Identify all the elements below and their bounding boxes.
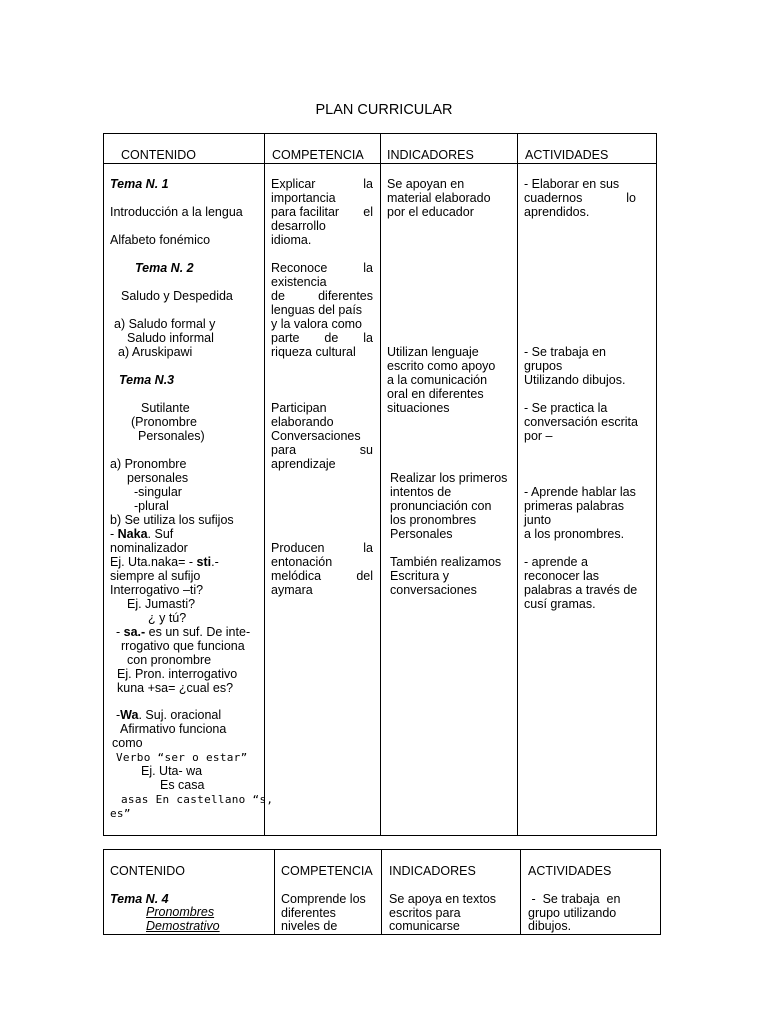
word: Producen: [271, 541, 325, 555]
word: de: [324, 331, 339, 345]
header-competencia: COMPETENCIA: [281, 864, 373, 878]
indicadores-text: los pronombres: [390, 513, 477, 527]
column-divider: [380, 133, 381, 836]
contenido-text: rrogativo que funciona: [121, 639, 245, 653]
header-indicadores: INDICADORES: [387, 148, 474, 162]
suffix-sa: sa.-: [123, 625, 146, 639]
word: Reconoce: [271, 261, 328, 275]
competencia-text: elaborando: [271, 415, 334, 429]
indicadores-text: oral en diferentes: [387, 387, 484, 401]
competencia-text: Conversaciones: [271, 429, 361, 443]
competencia-text: [271, 261, 373, 275]
indicadores-text: Realizar los primeros: [390, 471, 508, 485]
contenido-text: es”: [110, 807, 131, 820]
contenido-text: Ej. Jumasti?: [127, 597, 196, 611]
indicadores-text: Utilizan lenguaje: [387, 345, 479, 359]
competencia-text: Participan: [271, 401, 327, 415]
contenido-text: personales: [127, 471, 189, 485]
contenido-text: Afirmativo funciona: [120, 722, 227, 736]
actividades-text: por –: [524, 429, 553, 443]
actividades-text: - Se practica la: [524, 401, 608, 415]
competencia-text: idioma.: [271, 233, 312, 247]
word: para: [271, 443, 297, 457]
word: lo: [626, 191, 636, 205]
document-title: PLAN CURRICULAR: [315, 102, 453, 118]
contenido-text: Interrogativo –ti?: [110, 583, 204, 597]
header-actividades: ACTIVIDADES: [528, 864, 612, 878]
competencia-text: lenguas del país: [271, 303, 363, 317]
tema-2-heading: Tema N. 2: [135, 261, 194, 275]
contenido-text: Sutilante: [141, 401, 190, 415]
competencia-text: [271, 177, 373, 191]
word: el: [363, 205, 373, 219]
contenido-text: . Suf: [147, 527, 174, 541]
competencia-text: existencia: [271, 275, 327, 289]
contenido-text: es un suf. De inte-: [145, 625, 251, 639]
contenido-text: -singular: [134, 485, 182, 499]
contenido-text: con pronombre: [127, 653, 212, 667]
actividades-text: - Elaborar en sus: [524, 177, 620, 191]
word: la: [363, 261, 373, 275]
actividades-text: Utilizando dibujos.: [524, 373, 626, 387]
competencia-text: diferentes: [281, 906, 336, 920]
header-competencia: COMPETENCIA: [272, 148, 364, 162]
indicadores-text: escrito como apoyo: [387, 359, 496, 373]
contenido-text: Saludo y Despedida: [121, 289, 233, 303]
actividades-text: [524, 191, 636, 205]
competencia-text: [271, 443, 373, 457]
competencia-text: importancia: [271, 191, 336, 205]
competencia-text: desarrollo: [271, 219, 326, 233]
dash: -: [116, 708, 121, 722]
indicadores-text: Se apoya en textos: [389, 892, 497, 906]
actividades-text: cusí gramas.: [524, 597, 596, 611]
word: la: [363, 331, 373, 345]
word: para facilitar: [271, 205, 340, 219]
competencia-text: [271, 289, 373, 303]
contenido-text: [116, 625, 250, 639]
column-divider: [381, 849, 382, 935]
indicadores-text: situaciones: [387, 401, 450, 415]
header-actividades: ACTIVIDADES: [525, 148, 609, 162]
contenido-text: -plural: [134, 499, 169, 513]
actividades-text: primeras palabras: [524, 499, 625, 513]
indicadores-text: comunicarse: [389, 919, 460, 933]
contenido-text: a) Aruskipawi: [118, 345, 193, 359]
contenido-text: Saludo informal: [127, 331, 214, 345]
contenido-text: Introducción a la lengua: [110, 205, 243, 219]
tema-3-heading: Tema N.3: [119, 373, 175, 387]
word: Explicar: [271, 177, 316, 191]
actividades-text: - aprende a: [524, 555, 588, 569]
competencia-text: aprendizaje: [271, 457, 336, 471]
tema-4-heading: Tema N. 4: [110, 892, 169, 906]
contenido-text: Alfabeto fonémico: [110, 233, 211, 247]
contenido-text: siempre al sufijo: [110, 569, 201, 583]
contenido-text: ¿ y tú?: [148, 611, 187, 625]
competencia-text: y la valora como: [271, 317, 363, 331]
header-divider: [103, 163, 657, 164]
dash: -: [110, 527, 118, 541]
header-contenido: CONTENIDO: [121, 148, 196, 162]
contenido-text: asas En castellano “s,: [121, 793, 274, 806]
competencia-text: Comprende los: [281, 892, 366, 906]
indicadores-text: a la comunicación: [387, 373, 488, 387]
actividades-text: palabras a través de: [524, 583, 638, 597]
indicadores-text: También realizamos: [390, 555, 502, 569]
header-indicadores: INDICADORES: [389, 864, 476, 878]
contenido-text: b) Se utiliza los sufijos: [110, 513, 234, 527]
contenido-text: como: [112, 736, 143, 750]
competencia-text: aymara: [271, 583, 313, 597]
competencia-text: [271, 569, 373, 583]
indicadores-text: por el educador: [387, 205, 474, 219]
indicadores-text: Personales: [390, 527, 453, 541]
actividades-text: conversación escrita: [524, 415, 638, 429]
contenido-text: . Suj. oracional: [138, 708, 222, 722]
contenido-text: kuna +sa= ¿cual es?: [117, 681, 234, 695]
contenido-text: .-: [211, 555, 219, 569]
competencia-text: entonación: [271, 555, 333, 569]
actividades-text: - Se trabaja en: [524, 345, 606, 359]
indicadores-text: Escritura y: [390, 569, 450, 583]
word: melódica: [271, 569, 322, 583]
word: de: [271, 289, 285, 303]
contenido-text: Verbo “ser o estar”: [116, 751, 248, 764]
contenido-text: Demostrativo: [146, 919, 220, 933]
actividades-text: grupos: [524, 359, 563, 373]
contenido-text: nominalizador: [110, 541, 188, 555]
indicadores-text: material elaborado: [387, 191, 491, 205]
contenido-text: [110, 555, 219, 569]
column-divider: [274, 849, 275, 935]
suffix-naka: Naka: [117, 527, 148, 541]
word: su: [359, 443, 373, 457]
word: cuadernos: [524, 191, 583, 205]
word: del: [356, 569, 373, 583]
contenido-text: Pronombres: [146, 905, 215, 919]
competencia-text: niveles de: [281, 919, 338, 933]
header-contenido: CONTENIDO: [110, 864, 185, 878]
contenido-text: Personales): [138, 429, 205, 443]
competencia-text: [271, 331, 373, 345]
suffix-sti: sti: [196, 555, 212, 569]
indicadores-text: pronunciación con: [390, 499, 492, 513]
competencia-text: [271, 541, 373, 555]
contenido-text: (Pronombre: [131, 415, 197, 429]
column-divider: [517, 133, 518, 836]
actividades-text: a los pronombres.: [524, 527, 625, 541]
word: parte: [271, 331, 300, 345]
column-divider: [264, 133, 265, 836]
word: la: [363, 177, 373, 191]
actividades-text: junto: [524, 513, 552, 527]
actividades-text: aprendidos.: [524, 205, 590, 219]
competencia-text: [271, 205, 373, 219]
indicadores-text: conversaciones: [390, 583, 477, 597]
tema-1-heading: Tema N. 1: [110, 177, 169, 191]
column-divider: [520, 849, 521, 935]
contenido-text: Es casa: [160, 778, 205, 792]
suffix-wa: Wa: [120, 708, 139, 722]
actividades-text: - Aprende hablar las: [524, 485, 636, 499]
word: diferentes: [318, 289, 373, 303]
word: la: [363, 541, 373, 555]
contenido-text: Ej. Uta.naka= -: [110, 555, 197, 569]
contenido-text: a) Saludo formal y: [114, 317, 216, 331]
actividades-text: reconocer las: [524, 569, 600, 583]
indicadores-text: intentos de: [390, 485, 452, 499]
actividades-text: grupo utilizando: [528, 906, 617, 920]
indicadores-text: Se apoyan en: [387, 177, 465, 191]
indicadores-text: escritos para: [389, 906, 461, 920]
contenido-text: Ej. Pron. interrogativo: [117, 667, 238, 681]
contenido-text: [110, 527, 173, 541]
contenido-text: Ej. Uta- wa: [141, 764, 203, 778]
actividades-text: dibujos.: [528, 919, 572, 933]
actividades-text: - Se trabaja en: [528, 892, 621, 906]
competencia-text: riqueza cultural: [271, 345, 356, 359]
contenido-text: [116, 708, 221, 722]
contenido-text: a) Pronombre: [110, 457, 187, 471]
dash: -: [116, 625, 124, 639]
